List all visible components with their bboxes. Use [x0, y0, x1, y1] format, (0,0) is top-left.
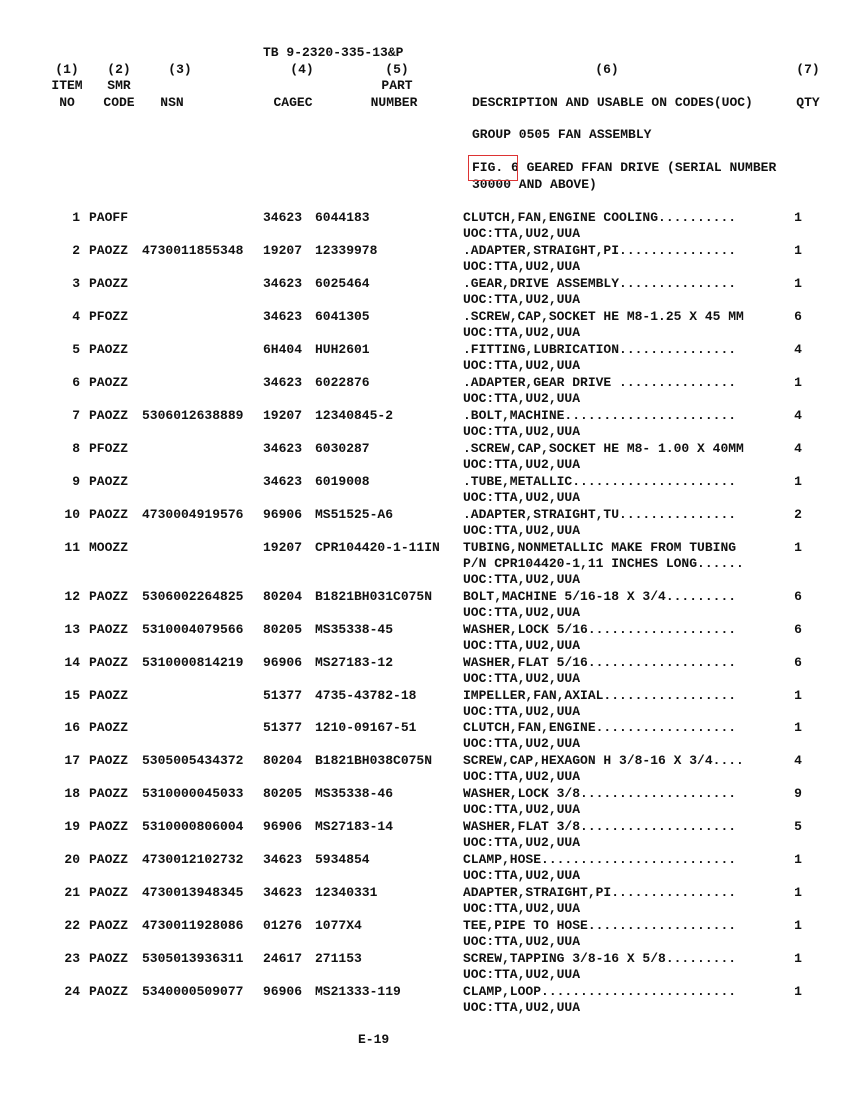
smr-code: PAOZZ — [89, 819, 129, 834]
cage-code: 34623 — [263, 309, 303, 324]
smr-code: PFOZZ — [89, 441, 129, 456]
description-line: CLUTCH,FAN,ENGINE.................. — [463, 720, 737, 735]
item-number: 9 — [72, 474, 80, 489]
quantity: 4 — [794, 408, 802, 423]
col-7-number: (7) — [796, 62, 820, 77]
item-number: 8 — [72, 441, 80, 456]
part-number: 4735-43782-18 — [315, 688, 417, 703]
cage-code: 34623 — [263, 885, 303, 900]
quantity: 4 — [794, 753, 802, 768]
smr-code: PAOZZ — [89, 375, 129, 390]
col-4-number: (4) — [290, 62, 314, 77]
part-number: 1077X4 — [315, 918, 362, 933]
part-number: 6044183 — [315, 210, 370, 225]
col-2-label-line2: CODE — [103, 95, 135, 110]
smr-code: PAOZZ — [89, 474, 129, 489]
nsn: 5306002264825 — [142, 589, 244, 604]
part-number: HUH2601 — [315, 342, 370, 357]
description-line: P/N CPR104420-1,11 INCHES LONG...... — [463, 556, 744, 571]
cage-code: 34623 — [263, 852, 303, 867]
description-line: .BOLT,MACHINE...................... — [463, 408, 737, 423]
item-number: 13 — [64, 622, 80, 637]
cage-code: 24617 — [263, 951, 303, 966]
description-line: CLAMP,LOOP......................... — [463, 984, 737, 999]
usable-on-codes: UOC:TTA,UU2,UUA — [463, 967, 581, 982]
cage-code: 34623 — [263, 375, 303, 390]
smr-code: PAOZZ — [89, 688, 129, 703]
col-5-number: (5) — [385, 62, 409, 77]
cage-code: 96906 — [263, 507, 303, 522]
part-number: 6025464 — [315, 276, 370, 291]
part-number: 6019008 — [315, 474, 370, 489]
description-line: .SCREW,CAP,SOCKET HE M8- 1.00 X 40MM — [463, 441, 744, 456]
cage-code: 6H404 — [263, 342, 303, 357]
cage-code: 96906 — [263, 655, 303, 670]
col-2-label-line1: SMR — [107, 78, 131, 93]
cage-code: 80204 — [263, 753, 303, 768]
part-number: CPR104420-1-11IN — [315, 540, 440, 555]
quantity: 1 — [794, 210, 802, 225]
description-line: .ADAPTER,STRAIGHT,TU............... — [463, 507, 737, 522]
usable-on-codes: UOC:TTA,UU2,UUA — [463, 736, 581, 751]
cage-code: 80205 — [263, 786, 303, 801]
usable-on-codes: UOC:TTA,UU2,UUA — [463, 605, 581, 620]
smr-code: PAOZZ — [89, 507, 129, 522]
part-number: 6041305 — [315, 309, 370, 324]
usable-on-codes: UOC:TTA,UU2,UUA — [463, 325, 581, 340]
item-number: 10 — [64, 507, 80, 522]
col-2-number: (2) — [107, 62, 131, 77]
item-number: 20 — [64, 852, 80, 867]
smr-code: PAOZZ — [89, 918, 129, 933]
quantity: 9 — [794, 786, 802, 801]
cage-code: 51377 — [263, 688, 303, 703]
nsn: 4730011928086 — [142, 918, 244, 933]
col-3-number: (3) — [168, 62, 192, 77]
cage-code: 19207 — [263, 408, 303, 423]
smr-code: PAOZZ — [89, 408, 129, 423]
description-line: TUBING,NONMETALLIC MAKE FROM TUBING — [463, 540, 737, 555]
col-1-label-line1: ITEM — [51, 78, 83, 93]
part-number: 6022876 — [315, 375, 370, 390]
usable-on-codes: UOC:TTA,UU2,UUA — [463, 671, 581, 686]
col-3-label: NSN — [160, 95, 184, 110]
smr-code: PAOZZ — [89, 622, 129, 637]
nsn: 5306012638889 — [142, 408, 244, 423]
usable-on-codes: UOC:TTA,UU2,UUA — [463, 292, 581, 307]
description-line: WASHER,LOCK 5/16................... — [463, 622, 737, 637]
cage-code: 34623 — [263, 210, 303, 225]
usable-on-codes: UOC:TTA,UU2,UUA — [463, 769, 581, 784]
smr-code: PAOZZ — [89, 951, 129, 966]
quantity: 6 — [794, 309, 802, 324]
group-title: GROUP 0505 FAN ASSEMBLY — [472, 127, 652, 142]
quantity: 6 — [794, 622, 802, 637]
description-line: .ADAPTER,GEAR DRIVE ............... — [463, 375, 737, 390]
smr-code: PAOZZ — [89, 852, 129, 867]
nsn: 5310004079566 — [142, 622, 244, 637]
smr-code: PAOZZ — [89, 720, 129, 735]
item-number: 17 — [64, 753, 80, 768]
quantity: 1 — [794, 951, 802, 966]
figure-highlight-box — [468, 155, 518, 181]
usable-on-codes: UOC:TTA,UU2,UUA — [463, 391, 581, 406]
nsn: 5310000814219 — [142, 655, 244, 670]
part-number: 6030287 — [315, 441, 370, 456]
cage-code: 34623 — [263, 276, 303, 291]
usable-on-codes: UOC:TTA,UU2,UUA — [463, 572, 581, 587]
usable-on-codes: UOC:TTA,UU2,UUA — [463, 424, 581, 439]
cage-code: 80205 — [263, 622, 303, 637]
part-number: MS35338-45 — [315, 622, 394, 637]
description-line: TEE,PIPE TO HOSE................... — [463, 918, 737, 933]
figure-title-line1: FIG. 6 GEARED FFAN DRIVE (SERIAL NUMBER — [472, 160, 777, 175]
usable-on-codes: UOC:TTA,UU2,UUA — [463, 704, 581, 719]
smr-code: PAOZZ — [89, 243, 129, 258]
cage-code: 19207 — [263, 243, 303, 258]
col-4-label: CAGEC — [273, 95, 313, 110]
quantity: 1 — [794, 276, 802, 291]
usable-on-codes: UOC:TTA,UU2,UUA — [463, 901, 581, 916]
part-number: MS35338-46 — [315, 786, 394, 801]
col-1-number: (1) — [55, 62, 79, 77]
item-number: 21 — [64, 885, 80, 900]
item-number: 14 — [64, 655, 80, 670]
item-number: 3 — [72, 276, 80, 291]
document-id: TB 9-2320-335-13&P — [263, 45, 404, 60]
usable-on-codes: UOC:TTA,UU2,UUA — [463, 802, 581, 817]
smr-code: PAOZZ — [89, 753, 129, 768]
cage-code: 34623 — [263, 441, 303, 456]
item-number: 19 — [64, 819, 80, 834]
cage-code: 51377 — [263, 720, 303, 735]
quantity: 1 — [794, 688, 802, 703]
smr-code: PAOZZ — [89, 786, 129, 801]
cage-code: 96906 — [263, 984, 303, 999]
nsn: 5305005434372 — [142, 753, 244, 768]
description-line: IMPELLER,FAN,AXIAL................. — [463, 688, 737, 703]
col-6-number: (6) — [595, 62, 619, 77]
smr-code: PFOZZ — [89, 309, 129, 324]
item-number: 18 — [64, 786, 80, 801]
item-number: 4 — [72, 309, 80, 324]
col-5-label-line1: PART — [381, 78, 413, 93]
smr-code: PAOFF — [89, 210, 129, 225]
description-line: ADAPTER,STRAIGHT,PI................ — [463, 885, 737, 900]
smr-code: PAOZZ — [89, 276, 129, 291]
quantity: 1 — [794, 243, 802, 258]
quantity: 6 — [794, 655, 802, 670]
smr-code: PAOZZ — [89, 885, 129, 900]
part-number: B1821BH031C075N — [315, 589, 433, 604]
col-7-label: QTY — [796, 95, 820, 110]
part-number: MS27183-12 — [315, 655, 394, 670]
part-number: MS27183-14 — [315, 819, 394, 834]
description-line: .GEAR,DRIVE ASSEMBLY............... — [463, 276, 737, 291]
cage-code: 01276 — [263, 918, 303, 933]
usable-on-codes: UOC:TTA,UU2,UUA — [463, 523, 581, 538]
usable-on-codes: UOC:TTA,UU2,UUA — [463, 490, 581, 505]
part-number: 12340845-2 — [315, 408, 394, 423]
nsn: 4730011855348 — [142, 243, 244, 258]
part-number: 5934854 — [315, 852, 370, 867]
usable-on-codes: UOC:TTA,UU2,UUA — [463, 1000, 581, 1015]
col-5-label-line2: NUMBER — [370, 95, 418, 110]
description-line: SCREW,CAP,HEXAGON H 3/8-16 X 3/4.... — [463, 753, 744, 768]
quantity: 1 — [794, 375, 802, 390]
cage-code: 19207 — [263, 540, 303, 555]
col-1-label-line2: NO — [59, 95, 75, 110]
smr-code: PAOZZ — [89, 984, 129, 999]
usable-on-codes: UOC:TTA,UU2,UUA — [463, 868, 581, 883]
nsn: 5340000509077 — [142, 984, 244, 999]
item-number: 23 — [64, 951, 80, 966]
item-number: 2 — [72, 243, 80, 258]
smr-code: PAOZZ — [89, 342, 129, 357]
quantity: 5 — [794, 819, 802, 834]
item-number: 7 — [72, 408, 80, 423]
part-number: 1210-09167-51 — [315, 720, 417, 735]
description-line: .FITTING,LUBRICATION............... — [463, 342, 737, 357]
item-number: 12 — [64, 589, 80, 604]
quantity: 6 — [794, 589, 802, 604]
part-number: MS21333-119 — [315, 984, 401, 999]
nsn: 5310000045033 — [142, 786, 244, 801]
quantity: 1 — [794, 720, 802, 735]
usable-on-codes: UOC:TTA,UU2,UUA — [463, 259, 581, 274]
item-number: 15 — [64, 688, 80, 703]
description-line: .ADAPTER,STRAIGHT,PI............... — [463, 243, 737, 258]
quantity: 4 — [794, 441, 802, 456]
page-number: E-19 — [358, 1032, 390, 1047]
part-number: MS51525-A6 — [315, 507, 394, 522]
item-number: 11 — [64, 540, 80, 555]
item-number: 5 — [72, 342, 80, 357]
cage-code: 80204 — [263, 589, 303, 604]
part-number: 12340331 — [315, 885, 378, 900]
quantity: 4 — [794, 342, 802, 357]
quantity: 2 — [794, 507, 802, 522]
description-line: WASHER,LOCK 3/8.................... — [463, 786, 737, 801]
usable-on-codes: UOC:TTA,UU2,UUA — [463, 835, 581, 850]
usable-on-codes: UOC:TTA,UU2,UUA — [463, 934, 581, 949]
nsn: 4730004919576 — [142, 507, 244, 522]
cage-code: 96906 — [263, 819, 303, 834]
description-line: .SCREW,CAP,SOCKET HE M8-1.25 X 45 MM — [463, 309, 744, 324]
usable-on-codes: UOC:TTA,UU2,UUA — [463, 638, 581, 653]
part-number: 271153 — [315, 951, 362, 966]
smr-code: PAOZZ — [89, 589, 129, 604]
item-number: 16 — [64, 720, 80, 735]
description-line: .TUBE,METALLIC..................... — [463, 474, 737, 489]
nsn: 4730012102732 — [142, 852, 244, 867]
smr-code: PAOZZ — [89, 655, 129, 670]
quantity: 1 — [794, 885, 802, 900]
description-line: CLAMP,HOSE......................... — [463, 852, 737, 867]
usable-on-codes: UOC:TTA,UU2,UUA — [463, 358, 581, 373]
item-number: 24 — [64, 984, 80, 999]
quantity: 1 — [794, 984, 802, 999]
quantity: 1 — [794, 918, 802, 933]
col-6-label: DESCRIPTION AND USABLE ON CODES(UOC) — [472, 95, 753, 110]
description-line: BOLT,MACHINE 5/16-18 X 3/4......... — [463, 589, 737, 604]
usable-on-codes: UOC:TTA,UU2,UUA — [463, 457, 581, 472]
part-number: 12339978 — [315, 243, 378, 258]
description-line: SCREW,TAPPING 3/8-16 X 5/8......... — [463, 951, 737, 966]
item-number: 6 — [72, 375, 80, 390]
quantity: 1 — [794, 540, 802, 555]
item-number: 22 — [64, 918, 80, 933]
nsn: 5310000806004 — [142, 819, 244, 834]
smr-code: MOOZZ — [89, 540, 129, 555]
description-line: CLUTCH,FAN,ENGINE COOLING.......... — [463, 210, 737, 225]
quantity: 1 — [794, 474, 802, 489]
nsn: 4730013948345 — [142, 885, 244, 900]
figure-title-line2: 30000 AND ABOVE) — [472, 177, 597, 192]
description-line: WASHER,FLAT 3/8.................... — [463, 819, 737, 834]
quantity: 1 — [794, 852, 802, 867]
part-number: B1821BH038C075N — [315, 753, 433, 768]
cage-code: 34623 — [263, 474, 303, 489]
item-number: 1 — [72, 210, 80, 225]
description-line: WASHER,FLAT 5/16................... — [463, 655, 737, 670]
usable-on-codes: UOC:TTA,UU2,UUA — [463, 226, 581, 241]
nsn: 5305013936311 — [142, 951, 244, 966]
